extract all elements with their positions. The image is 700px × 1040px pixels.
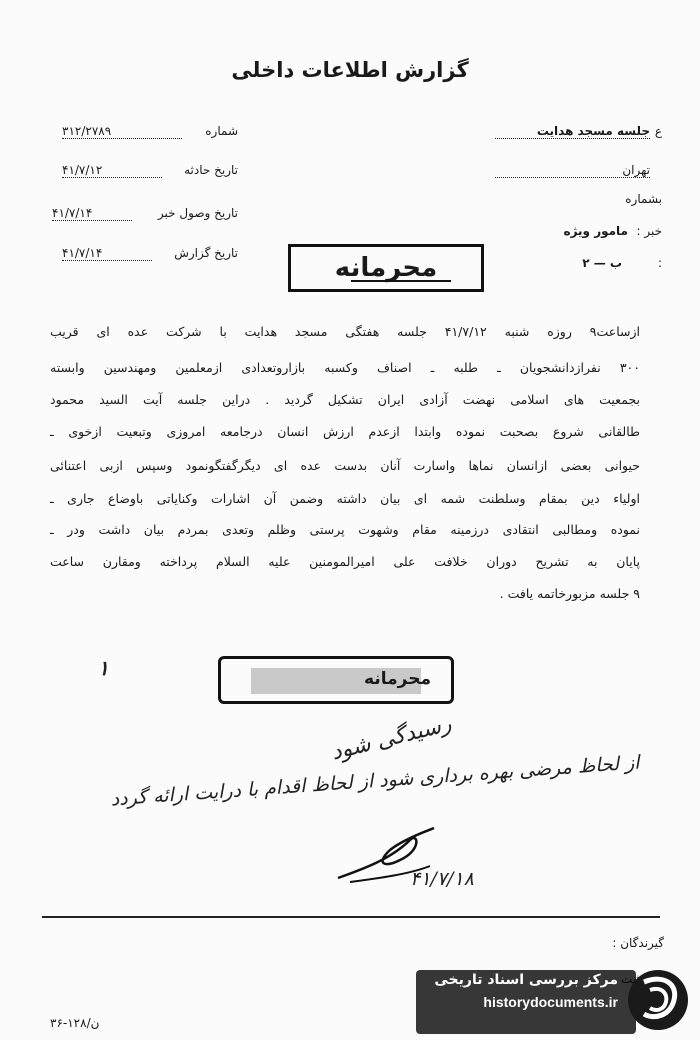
- code-value: ب — ۲: [582, 256, 622, 270]
- stamp-underline: [351, 280, 451, 282]
- report-date-label: تاریخ گزارش: [174, 246, 238, 260]
- form-code: ن/۱۲۸-۳۶: [50, 1016, 100, 1030]
- margin-note: ۱: [98, 656, 109, 680]
- watermark-logo: [416, 964, 692, 1036]
- confidential-stamp: [288, 244, 484, 292]
- body-line-4: طالقانی شروع بصحبت نموده وابتدا ازعدم ارزش انسان درجامعه امروزی وتبعیت ازخوی ـ: [50, 424, 640, 439]
- body-line-6: اولیاء دین بمقام وسلطنت شمه ای بیان داشته وضمن آن اشارات وکنایاتی باوضاع جاری ـ: [50, 491, 640, 506]
- body-line-3: بجمعیت های اسلامی نهضت آزادی ایران تشکیل گردید . دراین جلسه آیت السید محمود: [50, 392, 640, 407]
- subject-value: جلسه مسجد هدایت: [495, 124, 650, 139]
- city-value: تهران: [495, 163, 650, 178]
- number-label-right: بشماره: [625, 192, 662, 206]
- recipients-label: گیرندگان :: [612, 936, 664, 950]
- incident-date-value: ۴۱/۷/۱۲: [62, 163, 162, 178]
- watermark-url: historydocuments.ir: [483, 994, 618, 1010]
- confidential-stamp-bottom: [218, 656, 454, 704]
- body-line-9: ۹ جلسه مزبورخاتمه یافت .: [499, 586, 640, 601]
- source-value: مامور ویژه: [563, 224, 628, 238]
- confidential-stamp-bottom-text: محرمانه: [364, 669, 431, 689]
- handwritten-date: ۴۱/۷/۱۸: [410, 868, 474, 890]
- watermark-name: مرکز بررسی اسناد تاریخی: [434, 972, 618, 988]
- document-title: گزارش اطلاعات داخلی: [231, 58, 469, 82]
- body-line-5: حیوانی بعضی ازانسان نماها واسارت آنان بدست عده ای دیگرگفتگونمود وسپس ازبی اعتنائی: [50, 458, 640, 473]
- report-date-value: ۴۱/۷/۱۴: [62, 246, 152, 261]
- body-line-7: نموده ومطالبی انتقادی درزمینه مقام وشهوت پرستی وظلم وتعدی بمردم بیان داشت ودر ـ: [50, 522, 640, 537]
- signature-icon: [330, 820, 440, 890]
- report-number-value: ۳۱۲/۲۷۸۹: [62, 124, 182, 139]
- receipt-date-value: ۴۱/۷/۱۴: [52, 206, 132, 221]
- source-label: خبر :: [636, 224, 662, 238]
- incident-date-label: تاریخ حادثه: [184, 163, 238, 177]
- watermark-text-block: [434, 972, 618, 1010]
- confidential-stamp-text: محرمانه: [334, 253, 438, 283]
- body-line-8: پایان به تشریح دوران خلافت علی امیرالمومنین علیه السلام پرداخته ومقارن ساعت: [50, 554, 640, 569]
- code-colon: :: [657, 256, 662, 270]
- footer-separator: [42, 916, 660, 918]
- receipt-date-label: تاریخ وصول خبر: [157, 206, 238, 220]
- body-line-1: ازساعت۹ روزه شنبه ۴۱/۷/۱۲ جلسه هفتگی مسجد هدایت با شرکت عده ای قریب: [50, 324, 640, 339]
- subject-prefix: ع: [654, 124, 662, 138]
- handwritten-note-1: رسیدگی شود: [328, 711, 454, 766]
- handwritten-note-2: از لحاظ مرضی بهره برداری شود از لحاظ اقدام با درایت ارائه گردد: [109, 751, 641, 811]
- report-number-label: شماره: [205, 124, 238, 138]
- watermark-emblem-icon: [624, 964, 690, 1034]
- body-line-2: ۳۰۰ نفرازدانشجویان ـ طلبه ـ اصناف وکسبه بازاروتعدادی ازمعلمین ومهندسین وابسته: [50, 360, 640, 375]
